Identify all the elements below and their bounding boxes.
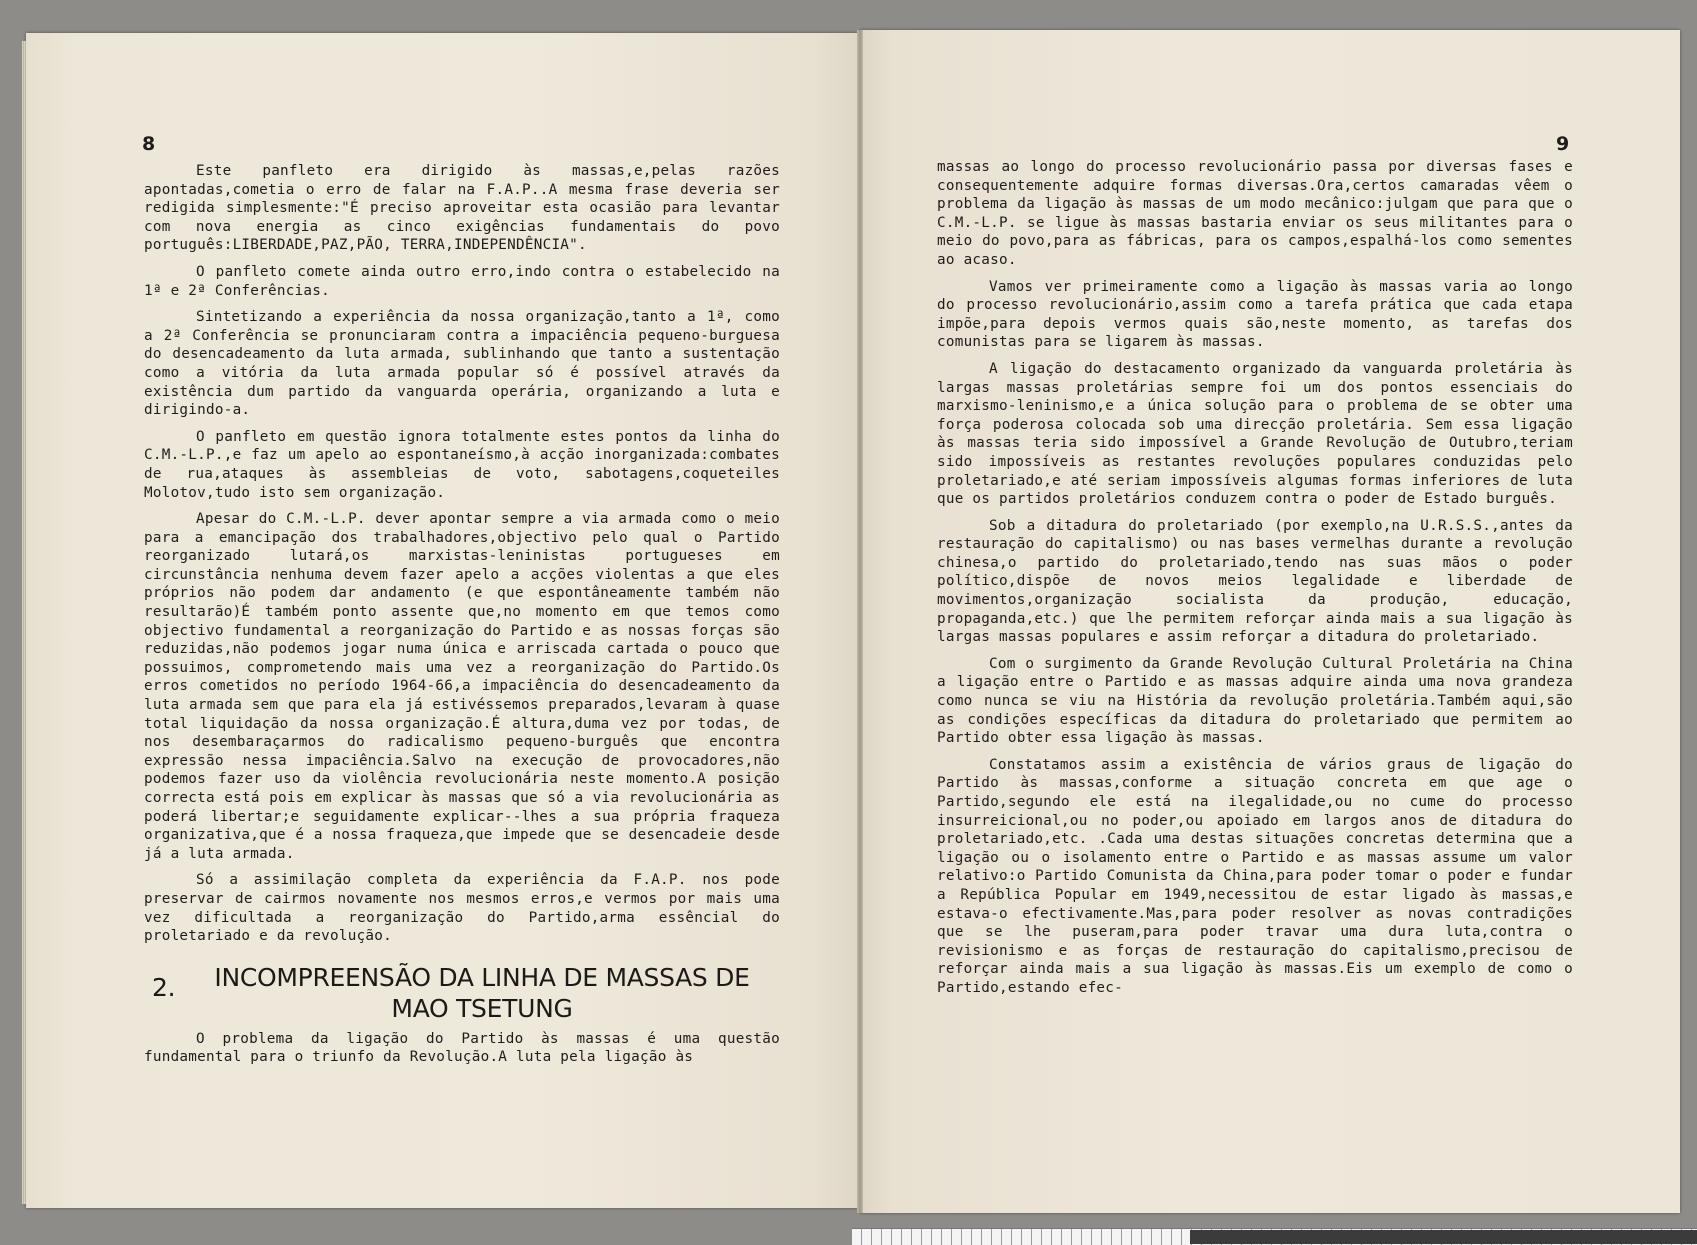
- page-number-left: 8: [142, 133, 156, 155]
- paragraph: A ligação do destacamento organizado da vanguarda proletária às largas massas proletárias sempre foi um dos pontos essenciais do marxismo-leninismo,e a única solução para o problema de se obter uma força poderosa colocada sob uma direcção proletária. Sem essa ligação às massas teria sido impossível a Grande Revolução de Outubro,teriam sido impossíveis as restantes revoluções populares conduzidas pelo proletariado,e até seriam impossíveis algumas formas inferiores de luta que os partidos proletários conduzem contra o poder de Estado burguês.: [937, 360, 1573, 508]
- paragraph: O panfleto em questão ignora totalmente estes pontos da linha do C.M.-L.P.,e faz um apelo ao espontaneísmo,à acção inorganizada:combates de rua,ataques às assembleias de voto, sabotagens,coqueteiles Molotov,tudo isto sem organização.: [144, 428, 780, 501]
- paragraph: Constatamos assim a existência de vários graus de ligação do Partido às massas,conforme a situação concreta em que age o Partido,segundo ele está na ilegalidade,ou no cume do processo insurreicional,ou no poder,ou apoiado em largos anos de ditadura do proletariado,etc. .Cada uma destas situações concretas determina que a ligação ou o isolamento entre o Partido e as massas assume um valor relativo:o Partido Comunista da China,para poder tomar o poder e fundar a República Popular em 1949,necessitou de estar ligado às massas,e estava-o efectivamente.Mas,para poder resolver as novas contradições que se lhe puseram,para poder travar uma dura luta,contra o revisionismo e as forças de restauração do capitalismo,precisou de reforçar ainda mais a sua ligação às massas.Eis um exemplo de como o Partido,estando efec-: [937, 756, 1573, 996]
- book-spine: [857, 30, 863, 1213]
- left-text-column: [144, 162, 780, 1075]
- section-title: INCOMPREENSÃO DA LINHA DE MASSAS DE MAO TSETUNG: [214, 962, 750, 1023]
- paragraph: O problema da ligação do Partido às massas é uma questão fundamental para o triunfo da Revolução.A luta pela ligação às: [144, 1030, 780, 1066]
- section-number: 2.: [152, 972, 176, 1002]
- paragraph: Sintetizando a experiência da nossa organização,tanto a 1ª, como a 2ª Conferência se pronunciaram contra a impaciência pequeno-burguesa do desencadeamento da luta armada, sublinhando que tanto a sustentação como a vitória da luta armada popular só é possível através da existência dum partido da vanguarda operária, organizando a luta e dirigindo-a.: [144, 309, 780, 419]
- paragraph: Só a assimilação completa da experiência da F.A.P. nos pode preservar de cairmos novamente nos mesmos erros,e vermos por mais uma vez dificultada a reorganização do Partido,arma essêncial do proletariado e da revolução.: [144, 872, 780, 945]
- page-number-right: 9: [1556, 133, 1570, 155]
- section-heading: [144, 962, 780, 1024]
- ruler-dark-band: [1190, 1230, 1697, 1244]
- right-text-column: [937, 158, 1573, 1006]
- paragraph: Vamos ver primeiramente como a ligação às massas varia ao longo do processo revolucionário,assim como a tarefa prática que cada etapa impõe,para depois vermos quais são,neste momento, as tarefas dos comunistas para se ligarem às massas.: [937, 278, 1573, 351]
- paragraph: Este panfleto era dirigido às massas,e,pelas razões apontadas,cometia o erro de falar na F.A.P..A mesma frase deveria ser redigida simplesmente:"É preciso aproveitar esta ocasião para levantar com nova energia as cinco exigências fundamentais do povo português:LIBERDADE,PAZ,PÃO, TERRA,INDEPENDÊNCIA".: [144, 163, 780, 254]
- paragraph: massas ao longo do processo revolucionário passa por diversas fases e consequentemente adquire formas diversas.Ora,certos camaradas vêem o problema da ligação às massas de um modo mecânico:julgam que para que o C.M.-L.P. se ligue às massas bastaria enviar os seus militantes para o meio do povo,para as fábricas, para os campos,espalhá-los como sementes ao acaso.: [937, 159, 1573, 268]
- paragraph: O panfleto comete ainda outro erro,indo contra o estabelecido na 1ª e 2ª Conferências.: [144, 263, 780, 299]
- paragraph: Sob a ditadura do proletariado (por exemplo,na U.R.S.S.,antes da restauração do capitalismo) ou nas bases vermelhas durante a revolução chinesa,o partido do proletariado,tendo nas suas mãos o poder político,dispõe de novos meios legalidade e liberdade de movimentos,organização socialista da produção, educação, propaganda,etc.) que lhe permitem reforçar ainda mais a sua ligação às largas massas populares e assim reforçar a ditadura do proletariado.: [937, 517, 1573, 646]
- paragraph: Com o surgimento da Grande Revolução Cultural Proletária na China a ligação entre o Partido e as massas adquire ainda uma nova grandeza como nunca se viu na História da revolução proletária.Também aqui,são as condições específicas da ditadura do proletariado que permitem ao Partido obter essa ligação às massas.: [937, 655, 1573, 747]
- paragraph: Apesar do C.M.-L.P. dever apontar sempre a via armada como o meio para a emancipação dos trabalhadores,objectivo pelo qual o Partido reorganizado lutará,os marxistas-leninistas portugueses em circunstância nenhuma devem fazer apelo a acções violentas a que eles próprios não podem dar andamento (e que espontâneamente também não resultarão)É também ponto assente que,no momento em que temos como objectivo fundamental a reorganização do Partido e as nossas forças são reduzidas,não podemos jogar numa única e arriscada cartada o pouco que possuimos, comprometendo mais uma vez a reorganização do Partido.Os erros cometidos no período 1964-66,a impaciência do desencadeamento da luta armada sem que para ela já estivéssemos preparados,levaram à quase total liquidação da nossa organização.É altura,duma vez por todas, de nos desembaraçarmos do radicalismo pequeno-burguês que encontra expressão nessa impaciência.Salvo na execução de provocadores,não podemos fazer uso da violência revolucionária neste momento.A posição correcta está pois em explicar às massas que só a via revolucionária as poderá libertar;e seguidamente explicar--lhes a sua própria fraqueza organizativa,que é a nossa fraqueza,que impede que se desencadeie desde já a luta armada.: [144, 511, 780, 862]
